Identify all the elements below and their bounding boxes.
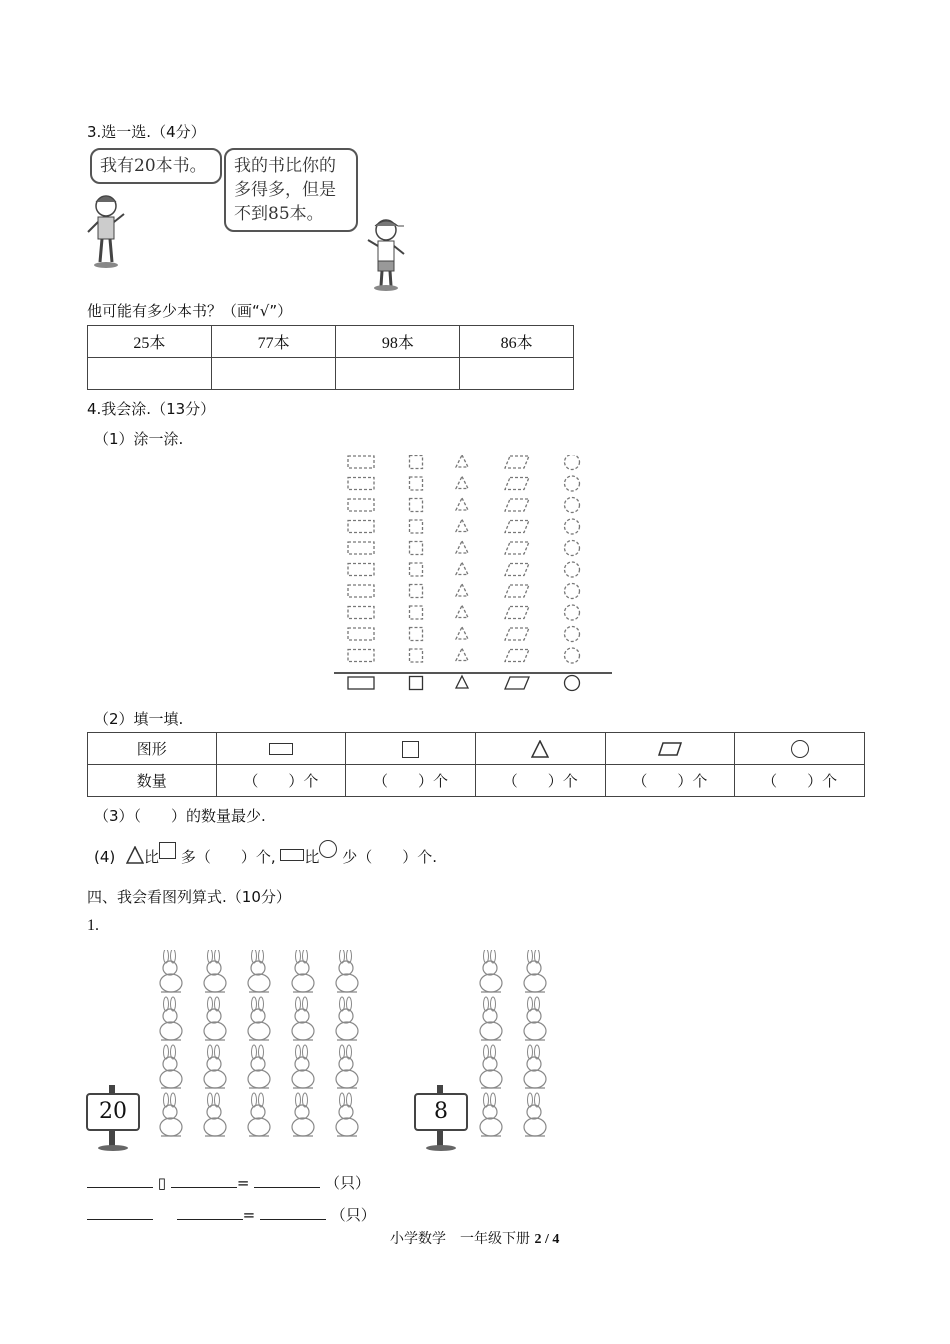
speech-bubble-right	[224, 148, 358, 232]
bubble-left-text: 我有20本书。	[100, 156, 207, 176]
signpost-left	[86, 1085, 142, 1155]
option-cell-2: 77本	[211, 326, 336, 358]
dashed-circle-cell[interactable]	[565, 541, 580, 556]
dashed-triangle-cell[interactable]	[456, 606, 468, 618]
rectangle-icon	[280, 849, 304, 861]
dashed-square-cell[interactable]	[410, 628, 423, 641]
rabbit-icon	[292, 997, 314, 1040]
q4-part2: （2）填一填.	[94, 710, 184, 728]
rabbit-icon	[336, 1093, 358, 1136]
header-triangle	[475, 733, 605, 765]
dashed-para-cell[interactable]	[505, 456, 529, 468]
dashed-rect-cell[interactable]	[348, 456, 374, 468]
dashed-circle-cell[interactable]	[565, 498, 580, 513]
rabbit-icon	[248, 1093, 270, 1136]
triangle-icon	[531, 740, 549, 758]
dashed-triangle-cell[interactable]	[456, 520, 468, 532]
count-cell-parallelogram[interactable]: （ ）个	[605, 765, 735, 797]
rabbit-icon	[524, 997, 546, 1040]
count-cell-rectangle[interactable]: （ ）个	[216, 765, 346, 797]
dashed-square-cell[interactable]	[410, 542, 423, 555]
rabbit-icon	[248, 1045, 270, 1088]
dashed-para-cell[interactable]	[505, 478, 529, 490]
triangle-icon	[126, 846, 144, 864]
equation-1	[87, 1171, 370, 1193]
bubble-right-line-1: 我的书比你的	[234, 156, 336, 176]
table-header-shape: 图形	[88, 733, 217, 765]
q4-part1: （1）涂一涂.	[94, 430, 184, 448]
sign-left-label: 20	[86, 1093, 140, 1131]
dashed-square-cell[interactable]	[410, 563, 423, 576]
signpost-right	[414, 1085, 470, 1155]
rabbit-icon	[204, 997, 226, 1040]
q3-title: 3.选一选.（4分）	[87, 123, 206, 141]
rabbit-icon	[204, 1093, 226, 1136]
dashed-para-cell[interactable]	[505, 564, 529, 576]
dashed-rect-cell[interactable]	[348, 564, 374, 576]
dashed-circle-cell[interactable]	[565, 605, 580, 620]
eq1-operator[interactable]: ▯	[157, 1174, 167, 1192]
answer-cell-2[interactable]	[211, 358, 336, 390]
part4-text3: 比	[304, 848, 320, 866]
option-cell-3: 98本	[336, 326, 460, 358]
eq2-blank-2[interactable]	[177, 1203, 243, 1220]
eq2-blank-1[interactable]	[87, 1203, 153, 1220]
rabbit-icon	[480, 1045, 502, 1088]
rabbit-icon	[248, 950, 270, 992]
bubble-right-line-3: 不到85本。	[234, 204, 324, 224]
dashed-rect-cell[interactable]	[348, 650, 374, 662]
dashed-para-cell[interactable]	[505, 650, 529, 662]
option-cell-1: 25本	[88, 326, 212, 358]
page-footer	[390, 1228, 559, 1248]
count-cell-square[interactable]: （ ）个	[346, 765, 476, 797]
part4-text2: 多（ ）个,	[180, 848, 276, 866]
dashed-rect-cell[interactable]	[348, 521, 374, 533]
rabbit-icon	[292, 1093, 314, 1136]
eq2-equals: =	[242, 1206, 256, 1224]
dashed-triangle-cell[interactable]	[456, 477, 468, 489]
dashed-square-cell[interactable]	[410, 585, 423, 598]
rabbit-icon	[160, 950, 182, 992]
rabbit-icon	[292, 950, 314, 992]
rabbit-icon	[204, 950, 226, 992]
rectangle-icon	[269, 743, 293, 755]
eq1-blank-2[interactable]	[171, 1171, 237, 1188]
header-square	[346, 733, 476, 765]
part4-prefix: (4)	[94, 848, 116, 866]
section4-title: 四、我会看图列算式.（10分）	[87, 888, 291, 906]
answer-cell-1[interactable]	[88, 358, 212, 390]
q3-options-table	[87, 325, 574, 390]
dashed-rect-cell[interactable]	[348, 499, 374, 511]
rabbit-icon	[160, 1093, 182, 1136]
equation-2	[87, 1203, 376, 1225]
circle-icon	[791, 740, 809, 758]
dashed-rect-cell[interactable]	[348, 628, 374, 640]
dashed-rect-cell[interactable]	[348, 542, 374, 554]
header-parallelogram	[605, 733, 735, 765]
rabbits-right-group	[470, 950, 565, 1150]
eq1-blank-1[interactable]	[87, 1171, 153, 1188]
rabbit-icon	[160, 1045, 182, 1088]
dashed-triangle-cell[interactable]	[456, 541, 468, 553]
dashed-triangle-cell[interactable]	[456, 627, 468, 639]
dashed-para-cell[interactable]	[505, 607, 529, 619]
square-icon	[402, 741, 419, 758]
table-label-count: 数量	[88, 765, 217, 797]
dashed-square-cell[interactable]	[410, 456, 423, 469]
dashed-triangle-cell[interactable]	[456, 455, 468, 467]
q3-question: 他可能有多少本书？（画“√”）	[87, 302, 293, 320]
footer-text: 小学数学 一年级下册	[390, 1231, 530, 1247]
dashed-para-cell[interactable]	[505, 499, 529, 511]
dashed-rect-cell[interactable]	[348, 607, 374, 619]
dashed-circle-cell[interactable]	[565, 476, 580, 491]
square-icon	[159, 842, 176, 859]
dashed-square-cell[interactable]	[410, 477, 423, 490]
rabbit-icon	[204, 1045, 226, 1088]
dashed-para-cell[interactable]	[505, 521, 529, 533]
parallelogram-icon	[658, 742, 682, 756]
option-cell-4: 86本	[460, 326, 574, 358]
bubble-right-line-2: 多得多，但是	[234, 180, 336, 200]
dashed-square-cell[interactable]	[410, 649, 423, 662]
rabbit-icon	[336, 1045, 358, 1088]
count-cell-triangle[interactable]: （ ）个	[475, 765, 605, 797]
dashed-square-cell[interactable]	[410, 520, 423, 533]
footer-page-number: 2 / 4	[534, 1232, 560, 1247]
dashed-rect-cell[interactable]	[348, 585, 374, 597]
header-circle	[735, 733, 865, 765]
rabbit-icon	[336, 950, 358, 992]
rabbit-icon	[480, 997, 502, 1040]
q4-part4	[94, 846, 437, 867]
baseline-circle-icon	[565, 676, 580, 691]
header-rectangle	[216, 733, 346, 765]
rabbit-icon	[524, 1045, 546, 1088]
q4-title: 4.我会涂.（13分）	[87, 400, 216, 418]
shape-coloring-chart[interactable]	[330, 455, 615, 695]
girl-illustration	[84, 190, 134, 270]
eq1-blank-3[interactable]	[254, 1171, 320, 1188]
boy-illustration	[362, 214, 412, 292]
eq1-unit: （只）	[324, 1174, 370, 1192]
rabbit-icon	[336, 997, 358, 1040]
sign-right-label: 8	[414, 1093, 468, 1131]
dashed-rect-cell[interactable]	[348, 478, 374, 490]
dashed-circle-cell[interactable]	[565, 627, 580, 642]
rabbit-icon	[480, 950, 502, 992]
baseline-rect-icon	[348, 677, 374, 689]
answer-cell-3[interactable]	[336, 358, 460, 390]
dashed-triangle-cell[interactable]	[456, 563, 468, 575]
baseline-para-icon	[505, 677, 529, 689]
eq1-equals: =	[236, 1174, 250, 1192]
dashed-circle-cell[interactable]	[565, 519, 580, 534]
dashed-triangle-cell[interactable]	[456, 498, 468, 510]
speech-bubble-left	[90, 148, 222, 184]
part4-text4: 少（ ）个.	[342, 848, 437, 866]
q4-part3: （3）（ ）的数量最少.	[94, 807, 266, 825]
dashed-square-cell[interactable]	[410, 499, 423, 512]
dashed-circle-cell[interactable]	[565, 648, 580, 663]
eq2-blank-3[interactable]	[260, 1203, 326, 1220]
q4-fill-table	[87, 732, 865, 797]
dashed-triangle-cell[interactable]	[456, 649, 468, 661]
dashed-para-cell[interactable]	[505, 542, 529, 554]
dashed-circle-cell[interactable]	[565, 562, 580, 577]
answer-cell-4[interactable]	[460, 358, 574, 390]
rabbit-icon	[160, 997, 182, 1040]
dashed-triangle-cell[interactable]	[456, 584, 468, 596]
rabbit-icon	[292, 1045, 314, 1088]
dashed-para-cell[interactable]	[505, 628, 529, 640]
baseline-square-icon	[410, 677, 423, 690]
baseline-triangle-icon	[456, 676, 468, 688]
rabbit-icon	[524, 1093, 546, 1136]
dashed-circle-cell[interactable]	[565, 455, 580, 470]
rabbits-left-group	[150, 950, 375, 1150]
circle-icon	[319, 840, 337, 858]
rabbit-icon	[248, 997, 270, 1040]
dashed-circle-cell[interactable]	[565, 584, 580, 599]
part4-text1: 比	[144, 848, 160, 866]
eq2-unit: （只）	[330, 1206, 376, 1224]
count-cell-circle[interactable]: （ ）个	[735, 765, 865, 797]
dashed-square-cell[interactable]	[410, 606, 423, 619]
dashed-para-cell[interactable]	[505, 585, 529, 597]
section4-item-number: 1.	[87, 917, 99, 934]
rabbit-icon	[524, 950, 546, 992]
rabbit-icon	[480, 1093, 502, 1136]
